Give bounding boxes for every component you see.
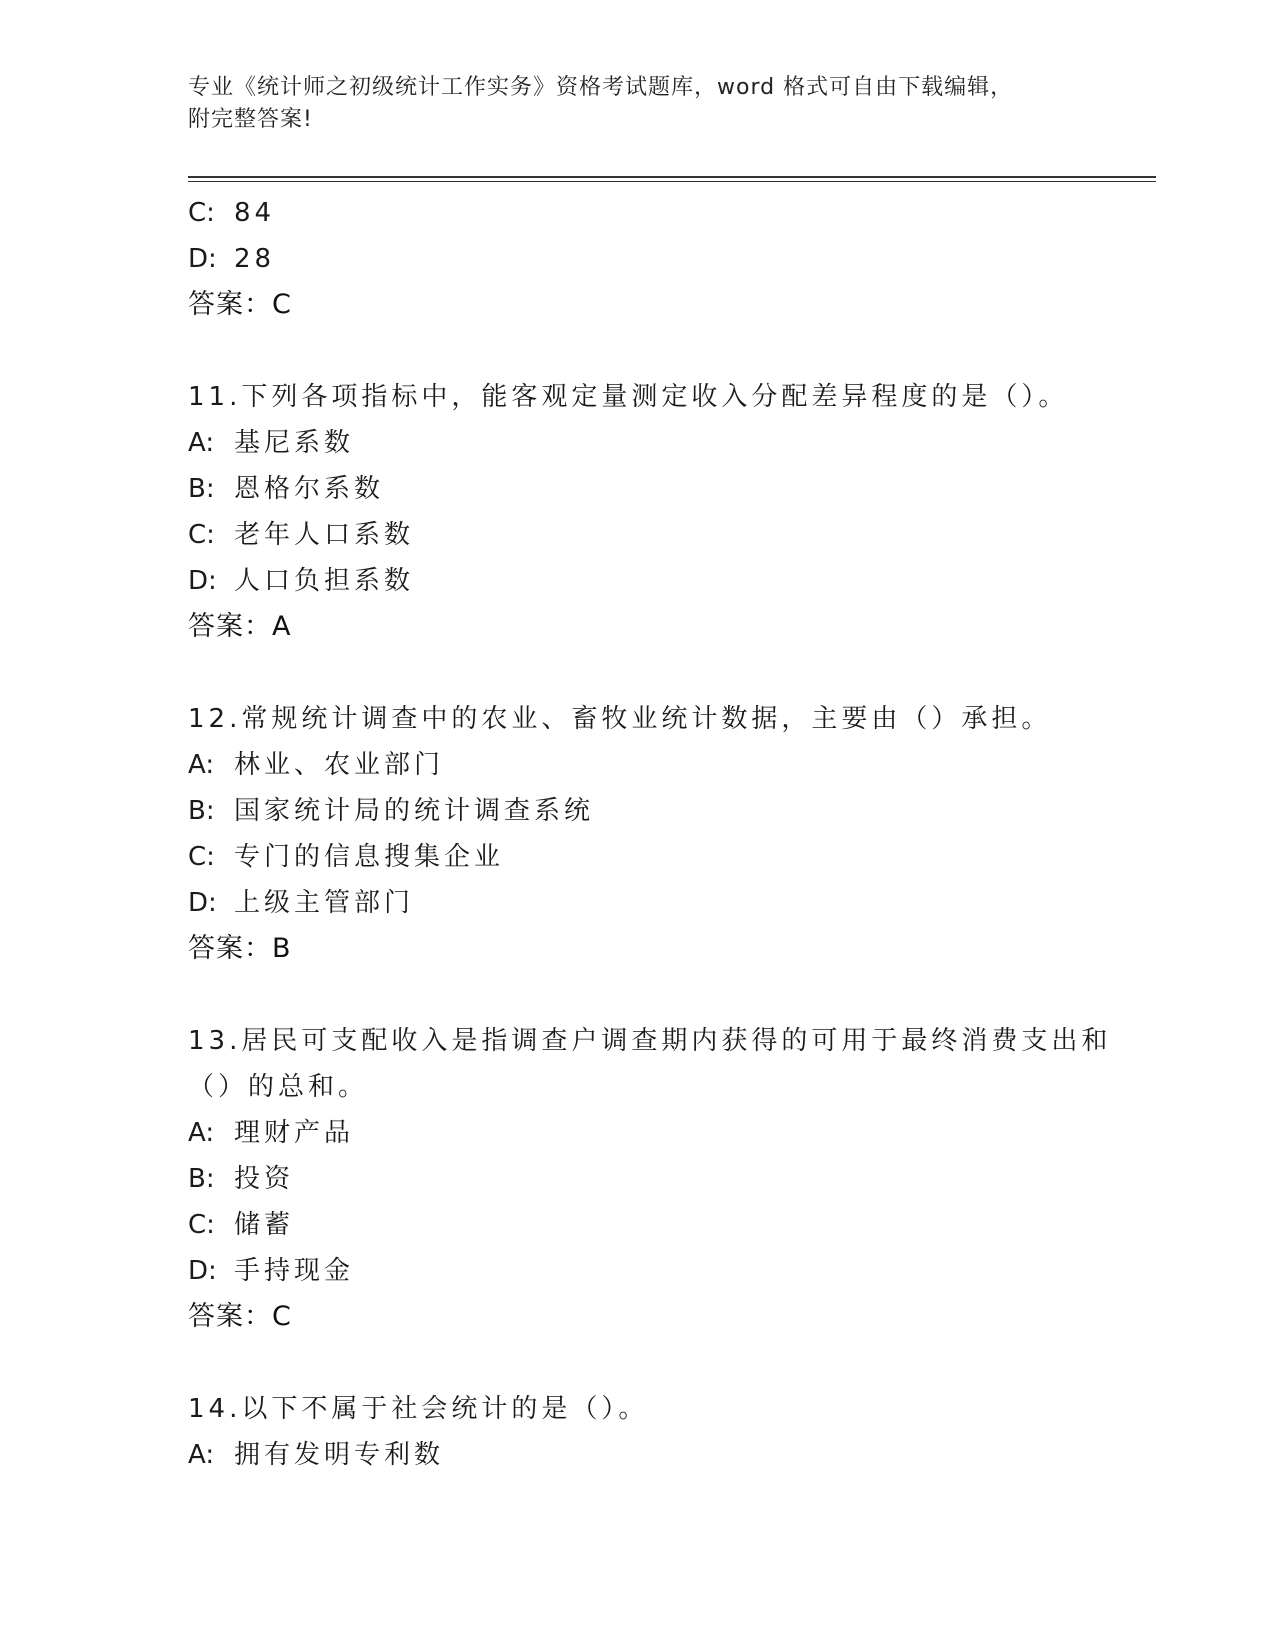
question-stem: 12.常规统计调查中的农业、畜牧业统计数据，主要由（）承担。 bbox=[188, 704, 1052, 734]
answer-line: 答案：B bbox=[188, 933, 292, 964]
option-b bbox=[188, 466, 1148, 512]
question-stem: 14.以下不属于社会统计的是（）。 bbox=[188, 1394, 649, 1424]
option-label: B: bbox=[188, 474, 215, 504]
option-text: 储蓄 bbox=[234, 1210, 295, 1240]
option-label: B: bbox=[188, 1164, 215, 1194]
question-10-continuation bbox=[188, 190, 1148, 328]
option-text: 手持现金 bbox=[234, 1256, 355, 1286]
question-stem-continued: （）的总和。 bbox=[188, 1072, 369, 1102]
question-stem: 11.下列各项指标中，能客观定量测定收入分配差异程度的是（）。 bbox=[188, 382, 1069, 412]
option-label: C: bbox=[188, 1210, 215, 1240]
option-text: 林业、农业部门 bbox=[234, 750, 445, 780]
option-text: 理财产品 bbox=[234, 1118, 355, 1148]
option-c bbox=[188, 190, 1148, 236]
question-14 bbox=[188, 1386, 1148, 1478]
option-label: D: bbox=[188, 244, 217, 274]
header-line-1: 专业《统计师之初级统计工作实务》资格考试题库，word 格式可自由下载编辑， bbox=[188, 75, 1014, 100]
option-label: C: bbox=[188, 842, 215, 872]
option-label: C: bbox=[188, 198, 215, 228]
spacer bbox=[188, 328, 1148, 374]
header-divider-thick bbox=[188, 176, 1156, 178]
option-text: 老年人口系数 bbox=[234, 520, 415, 550]
spacer bbox=[188, 1340, 1148, 1386]
option-c bbox=[188, 1202, 1148, 1248]
option-label: D: bbox=[188, 888, 217, 918]
option-a bbox=[188, 742, 1148, 788]
option-text: 投资 bbox=[234, 1164, 295, 1194]
option-label: B: bbox=[188, 796, 215, 826]
header-divider-thin bbox=[188, 181, 1156, 182]
question-stem: 13.居民可支配收入是指调查户调查期内获得的可用于最终消费支出和 bbox=[188, 1026, 1112, 1056]
option-label: A: bbox=[188, 1118, 215, 1148]
option-label: C: bbox=[188, 520, 215, 550]
question-list bbox=[188, 190, 1148, 1478]
option-label: D: bbox=[188, 566, 217, 596]
option-text: 84 bbox=[234, 198, 276, 228]
option-text: 拥有发明专利数 bbox=[234, 1440, 445, 1470]
option-c bbox=[188, 834, 1148, 880]
option-a bbox=[188, 420, 1148, 466]
option-d bbox=[188, 558, 1148, 604]
option-b bbox=[188, 788, 1148, 834]
option-label: A: bbox=[188, 750, 215, 780]
option-text: 28 bbox=[234, 244, 276, 274]
option-text: 专门的信息搜集企业 bbox=[234, 842, 505, 872]
question-13 bbox=[188, 1018, 1148, 1340]
question-11 bbox=[188, 374, 1148, 650]
option-label: D: bbox=[188, 1256, 217, 1286]
spacer bbox=[188, 972, 1148, 1018]
header-line-2: 附完整答案! bbox=[188, 107, 313, 132]
option-c bbox=[188, 512, 1148, 558]
option-d bbox=[188, 236, 1148, 282]
option-text: 恩格尔系数 bbox=[234, 474, 385, 504]
option-a bbox=[188, 1110, 1148, 1156]
spacer bbox=[188, 650, 1148, 696]
option-text: 人口负担系数 bbox=[234, 566, 415, 596]
answer-line: 答案：C bbox=[188, 1301, 292, 1332]
answer-line: 答案：C bbox=[188, 289, 292, 320]
document-header bbox=[188, 72, 1088, 136]
option-d bbox=[188, 880, 1148, 926]
option-b bbox=[188, 1156, 1148, 1202]
option-label: A: bbox=[188, 428, 215, 458]
option-d bbox=[188, 1248, 1148, 1294]
option-text: 上级主管部门 bbox=[234, 888, 415, 918]
option-text: 基尼系数 bbox=[234, 428, 355, 458]
option-text: 国家统计局的统计调查系统 bbox=[234, 796, 595, 826]
answer-line: 答案：A bbox=[188, 611, 292, 642]
question-12 bbox=[188, 696, 1148, 972]
option-label: A: bbox=[188, 1440, 215, 1470]
option-a bbox=[188, 1432, 1148, 1478]
